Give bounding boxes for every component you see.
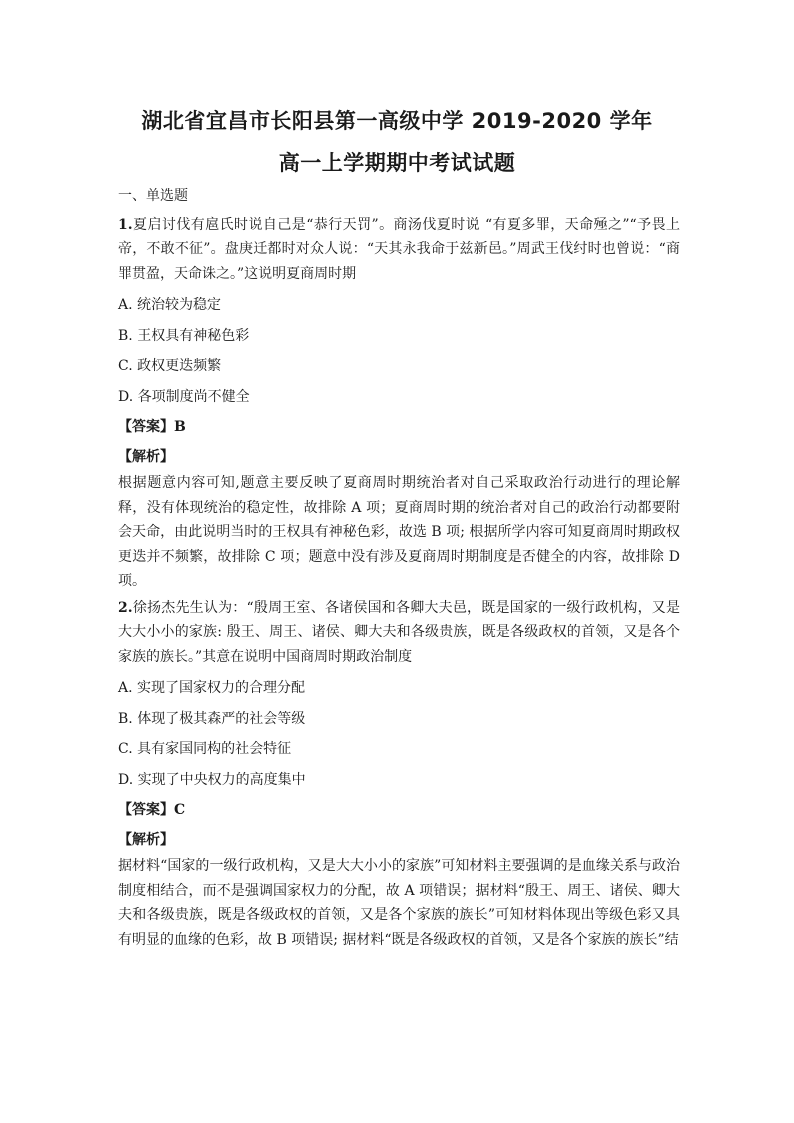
question-1-analysis-heading: 【解析】 bbox=[118, 448, 174, 465]
question-1-option-c: C. 政权更迭频繁 bbox=[118, 358, 222, 374]
question-1-analysis: 根据题意内容可知,题意主要反映了夏商周时期统治者对自己采取政治行动进行的理论解释，没有体现统治的稳定性，故排除 A 项；夏商周时期的统治者对自己的政治行动都要附会天命，由此说明当时的王权具有神秘色彩，故选 B 项; 根据所学内容可知夏商周时期政权更迭并不频繁，故排除 C 项；题意中没有涉及夏商周时期制度是否健全的内容，故排除 D 项。 bbox=[118, 475, 680, 589]
question-2-number: 2. bbox=[118, 599, 133, 616]
question-2-text: 徐扬杰先生认为：“殷周王室、各诸侯国和各卿大夫邑，既是国家的一级行政机构，又是大大小小的家族: 殷王、周王、诸侯、卿大夫和各级贵族，既是各级政权的首领，又是各个家族的族长。”其意在说明中国商周时期政治制度 bbox=[118, 599, 680, 665]
section-heading: 一、单选题 bbox=[118, 188, 188, 204]
question-2-option-a: A. 实现了国家权力的合理分配 bbox=[118, 680, 306, 696]
question-2-answer: 【答案】C bbox=[118, 802, 186, 818]
question-1-text: 夏启讨伐有扈氏时说自己是“恭行天罚”。商汤伐夏时说 “有夏多罪，天命殛之”“予畏上帝，不敢不征”。盘庚迁都时对众人说：“天其永我命于兹新邑。”周武王伐纣时也曾说：“商罪贯盈，天命诛之。”这说明夏商周时期 bbox=[118, 216, 680, 282]
question-1-option-d: D. 各项制度尚不健全 bbox=[118, 388, 250, 405]
question-2-analysis-heading: 【解析】 bbox=[118, 831, 174, 848]
document-title-line2: 高一上学期期中考试试题 bbox=[278, 151, 516, 175]
question-1-answer: 【答案】B bbox=[118, 419, 186, 435]
document-title-line1: 湖北省宜昌市长阳县第一高级中学 2019-2020 学年 bbox=[141, 109, 653, 133]
question-1-option-b: B. 王权具有神秘色彩 bbox=[118, 327, 250, 344]
question-1-option-a: A. 统治较为稳定 bbox=[118, 297, 222, 313]
question-1-number: 1. bbox=[118, 216, 133, 233]
question-1-stem bbox=[118, 213, 680, 287]
question-2-analysis: 据材料“国家的一级行政机构，又是大大小小的家族”可知材料主要强调的是血缘关系与政治制度相结合，而不是强调国家权力的分配，故 A 项错误；据材料“殷王、周王、诸侯、卿大夫和各级贵族，既是各级政权的首领，又是各个家族的族长”可知材料体现出等级色彩又具有明显的血缘的色彩，故 B 项错误; 据材料“既是各级政权的首领，又是各个家族的族长”结 bbox=[118, 858, 680, 948]
document-body bbox=[118, 184, 680, 952]
question-2-option-b: B. 体现了极其森严的社会等级 bbox=[118, 710, 306, 727]
question-2-option-d: D. 实现了中央权力的高度集中 bbox=[118, 771, 306, 788]
question-2-stem bbox=[118, 596, 680, 670]
question-2-option-c: C. 具有家国同构的社会特征 bbox=[118, 741, 292, 757]
